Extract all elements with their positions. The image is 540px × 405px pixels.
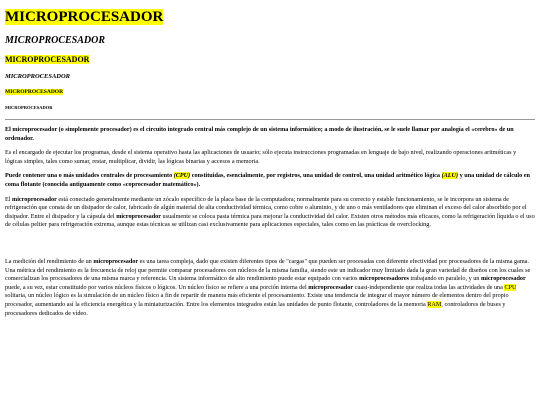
divider [5, 119, 535, 120]
heading-h2: MICROPROCESADOR [5, 35, 106, 46]
text-span: solitaria, un núcleo lógico es la simulación de un núcleo físico a fin de repartir de manera más eficiente el procesamiento. Existe una tendencia de integrar el mayor número de elementos dentro del propio procesador, aumentando así la eficiencia energética y la miniaturización. Entre los elementos integrados están las unidades de punto flotante, controladores de la memoria [5, 292, 509, 308]
bold-term: microprocesador [480, 275, 526, 283]
paragraph-intro: El microprocesador (o simplemente procesador) es el circuito integrado central más complejo de un sistema informático; a modo de ilustración, se le suele llamar por analogía el «cerebro» de un ordenador. [5, 126, 514, 142]
paragraph-cooling [5, 196, 535, 230]
text-span: está conectado generalmente mediante un zócalo específico de la placa base de la computadora; normalmente para su correcto y estable funcionamiento, se le incorpora un sistema de refrigeración que consta de un disipador de calor, fabricado de algún material de alta conductividad térmica, como cobre o aluminio, y de uno o más ventiladores que eliminan el exceso del calor absorbido por el disipador. Entre el disipador y la cápsula del [5, 195, 527, 220]
heading-h1 [5, 8, 535, 26]
cpu-highlight: CPU [504, 283, 517, 291]
text-span: usualmente se coloca pasta térmica para mejorar la conductividad del calor. Existen otros métodos más eficaces, como la refrigeración líquida o el uso de células peltier para refrigeración extrema, aunque estas técnicas se utilizan casi exclusivamente para aplicaciones especiales, tales como en las prácticas de overclocking. [5, 212, 535, 229]
bold-term: microprocesador [12, 195, 57, 203]
cpu-highlight: (CPU) [173, 172, 191, 180]
heading-h3-text: MICROPROCESADOR [5, 55, 90, 64]
paragraph-function: Es el encargado de ejecutar los programas, desde el sistema operativo hasta las aplicaciones de usuario; sólo ejecuta instrucciones programadas en lenguaje de bajo nivel, realizando operaciones aritméticas y lógicas simples, tales como sumar, restar, multiplicar, dividir, las lógicas binarias y accesos a memoria. [5, 149, 517, 165]
heading-h5-text: MICROPROCESADOR [5, 89, 64, 95]
heading-h4: MICROPROCESADOR [5, 73, 71, 80]
text-span: y una unidad de cálculo en coma flotante (conocida antiguamente como «coprocesador matemático»). [5, 172, 530, 188]
ram-highlight: RAM [427, 300, 442, 308]
bold-term: microprocesador [308, 283, 354, 291]
paragraph-performance [5, 258, 535, 318]
text-span: , controladores de buses y procesadores dedicados de vídeo. [5, 300, 506, 317]
bold-term: microprocesadores [359, 275, 409, 283]
text-span: constituidas, esencialmente, por registros, una unidad de control, una unidad aritmético lógica [190, 172, 442, 180]
bold-term: microprocesador [93, 257, 139, 265]
heading-h5 [5, 88, 535, 96]
bold-term: microprocesador [116, 212, 161, 220]
heading-h6: MICROPROCESADOR [5, 105, 53, 110]
text-span: El [5, 195, 13, 203]
alu-highlight: (ALU) [441, 172, 459, 180]
paragraph-components [5, 172, 535, 189]
spacer [5, 236, 535, 258]
text-span: cuasi-independiente que realiza todas las actividades de una [353, 283, 505, 291]
text-span: puede, a su vez, estar constituido por varios núcleos físicos o lógicos. Un núcleo físico se refiere a una porción interna del [5, 283, 309, 291]
heading-h1-text: MICROPROCESADOR [5, 9, 164, 25]
text-span: trabajando en paralelo, y un [408, 275, 481, 283]
heading-h3 [5, 54, 535, 65]
text-span: La medición del rendimiento de un [5, 257, 94, 265]
text-span: es una tarea compleja, dado que existen diferentes tipos de "cargas" que pueden ser procesadas con diferente efectividad por procesadores de la misma gama. Una métrica del rendimiento es la frecuencia de reloj que permite comparar procesadores con núcleos de la misma familia, siendo este un indicador muy limitado dada la gran variedad de diseños con los cuales se comercializan los procesadores de una misma marca y referencia. Un sistema informático de alto rendimiento puede estar equipado con varios [5, 257, 531, 283]
text-span: Puede contener una o más unidades centrales de procesamiento [5, 172, 174, 180]
